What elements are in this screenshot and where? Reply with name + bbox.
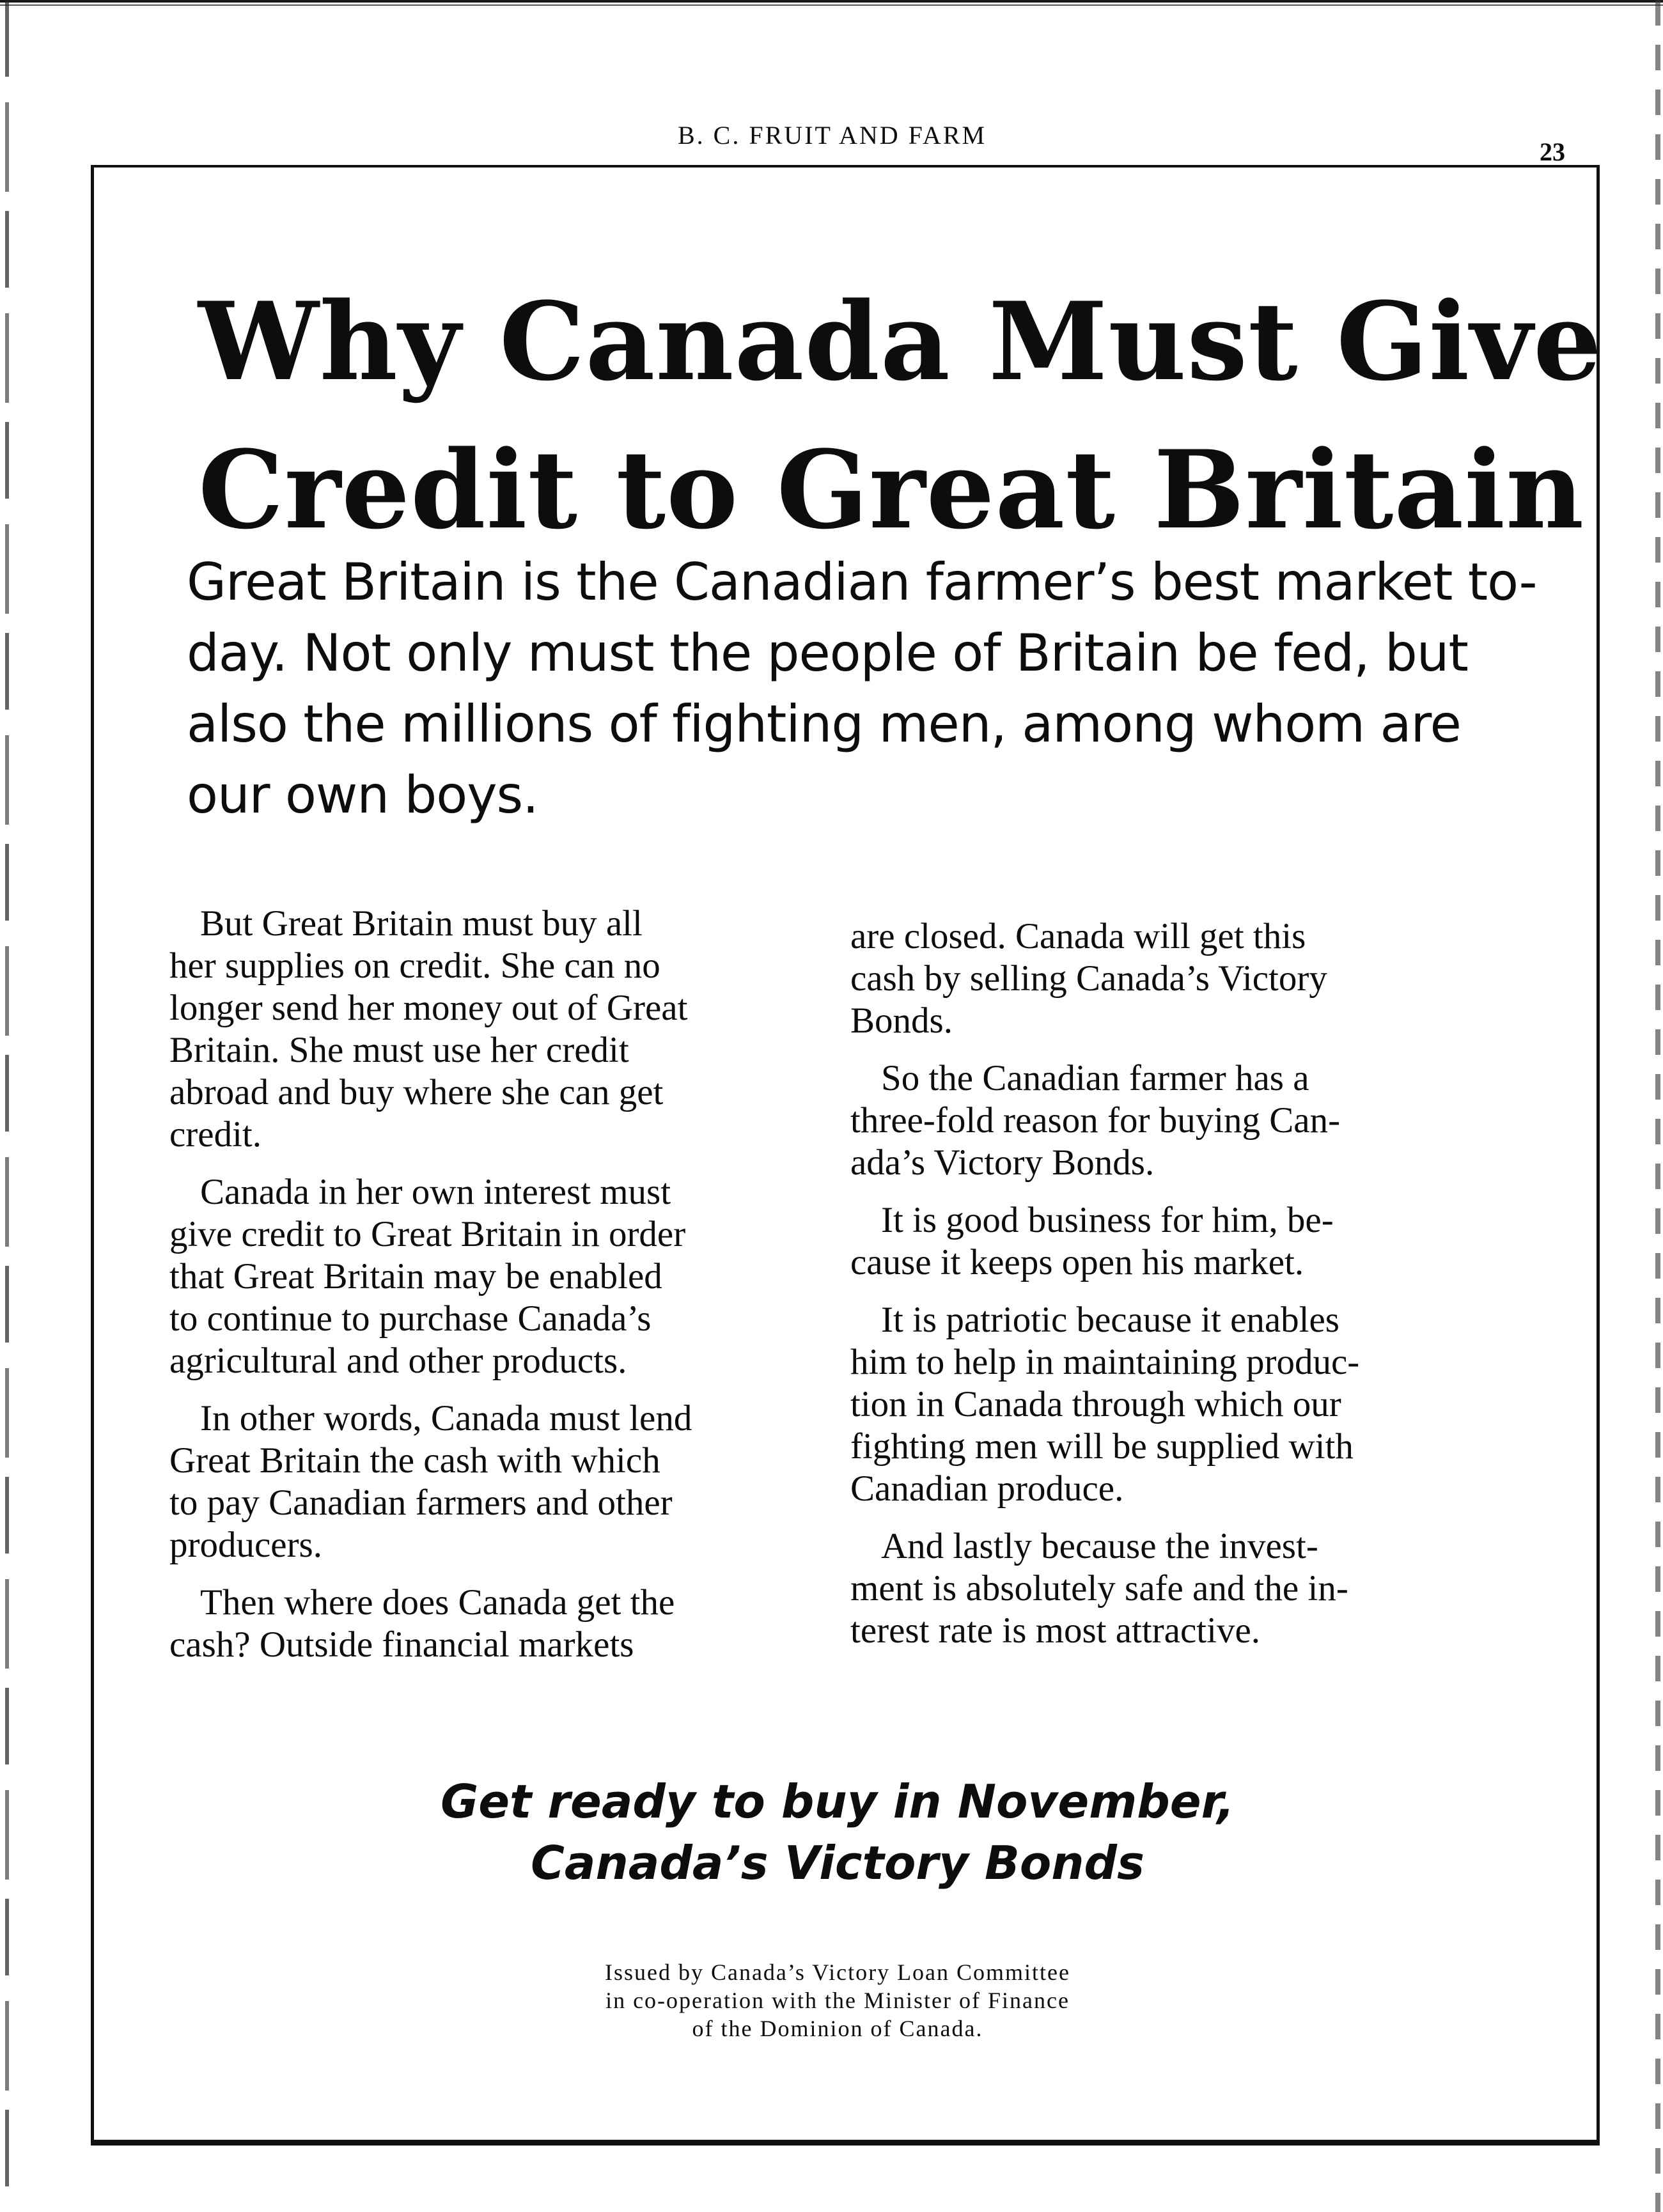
page-edge-right bbox=[1655, 0, 1660, 2212]
subheadline bbox=[187, 547, 1537, 830]
text-line: that Great Britain may be enabled bbox=[169, 1256, 662, 1297]
imprint-line: Issued by Canada’s Victory Loan Committee bbox=[604, 1959, 1071, 1985]
text-line: give credit to Great Britain in order bbox=[169, 1214, 686, 1254]
subheadline-line: also the millions of fighting men, among whom are bbox=[187, 694, 1461, 754]
text-line: are closed. Canada will get this bbox=[850, 916, 1306, 956]
subheadline-line: day. Not only must the people of Britain be fed, but bbox=[187, 623, 1468, 683]
text-line: And lastly because the invest- bbox=[881, 1526, 1318, 1566]
text-line: cause it keeps open his market. bbox=[850, 1242, 1304, 1282]
paragraph bbox=[169, 1398, 790, 1566]
call-to-action-line: Get ready to buy in November, bbox=[441, 1775, 1235, 1828]
text-line: to pay Canadian farmers and other bbox=[169, 1483, 673, 1523]
text-line: three-fold reason for buying Can- bbox=[850, 1100, 1341, 1141]
body-column-right bbox=[850, 915, 1471, 1667]
text-line: fighting men will be supplied with bbox=[850, 1426, 1354, 1467]
text-line: Canadian produce. bbox=[850, 1468, 1124, 1509]
text-line: him to help in maintaining produc- bbox=[850, 1342, 1360, 1382]
body-column-left bbox=[169, 903, 790, 1681]
text-line: agricultural and other products. bbox=[169, 1341, 627, 1381]
subheadline-line: Great Britain is the Canadian farmer’s best market to- bbox=[187, 552, 1537, 612]
text-line: abroad and buy where she can get bbox=[169, 1072, 664, 1112]
text-line: Then where does Canada get the bbox=[200, 1582, 675, 1623]
paragraph bbox=[850, 915, 1471, 1042]
text-line: cash? Outside financial markets bbox=[169, 1624, 634, 1665]
text-line: In other words, Canada must lend bbox=[200, 1398, 692, 1438]
paragraph bbox=[850, 1299, 1471, 1510]
paragraph bbox=[169, 903, 790, 1156]
text-line: ment is absolutely safe and the in- bbox=[850, 1568, 1348, 1608]
text-line: It is good business for him, be- bbox=[881, 1200, 1334, 1240]
page-edge-left bbox=[5, 0, 9, 2212]
text-line: ada’s Victory Bonds. bbox=[850, 1142, 1155, 1183]
page-number: 23 bbox=[1540, 137, 1565, 166]
imprint-line: in co-operation with the Minister of Finance bbox=[605, 1988, 1070, 2013]
text-line: Britain. She must use her credit bbox=[169, 1030, 629, 1070]
text-line: producers. bbox=[169, 1525, 322, 1565]
text-line: longer send her money out of Great bbox=[169, 988, 688, 1028]
top-rule bbox=[0, 0, 1663, 9]
text-line: Canada in her own interest must bbox=[200, 1172, 671, 1212]
text-line: terest rate is most attractive. bbox=[850, 1610, 1260, 1651]
text-line: But Great Britain must buy all bbox=[200, 903, 643, 944]
call-to-action bbox=[256, 1771, 1419, 1894]
running-head: B. C. FRUIT AND FARM bbox=[678, 121, 987, 150]
paragraph bbox=[850, 1199, 1471, 1284]
call-to-action-line: Canada’s Victory Bonds bbox=[531, 1836, 1144, 1890]
paragraph bbox=[850, 1057, 1471, 1184]
text-line: cash by selling Canada’s Victory bbox=[850, 958, 1327, 999]
headline bbox=[198, 267, 1602, 564]
text-line: credit. bbox=[169, 1114, 262, 1155]
text-line: It is patriotic because it enables bbox=[881, 1300, 1339, 1340]
paragraph bbox=[169, 1171, 790, 1382]
imprint bbox=[358, 1958, 1317, 2043]
paragraph bbox=[850, 1525, 1471, 1652]
headline-line: Credit to Great Britain bbox=[198, 426, 1585, 553]
text-line: Great Britain the cash with which bbox=[169, 1440, 660, 1481]
text-line: tion in Canada through which our bbox=[850, 1384, 1341, 1424]
text-line: her supplies on credit. She can no bbox=[169, 946, 660, 986]
headline-line: Why Canada Must Give bbox=[198, 278, 1602, 405]
paragraph bbox=[169, 1582, 790, 1666]
subheadline-line: our own boys. bbox=[187, 765, 538, 825]
text-line: to continue to purchase Canada’s bbox=[169, 1298, 652, 1339]
text-line: So the Canadian farmer has a bbox=[881, 1058, 1309, 1098]
imprint-line: of the Dominion of Canada. bbox=[692, 2016, 983, 2041]
text-line: Bonds. bbox=[850, 1001, 953, 1041]
